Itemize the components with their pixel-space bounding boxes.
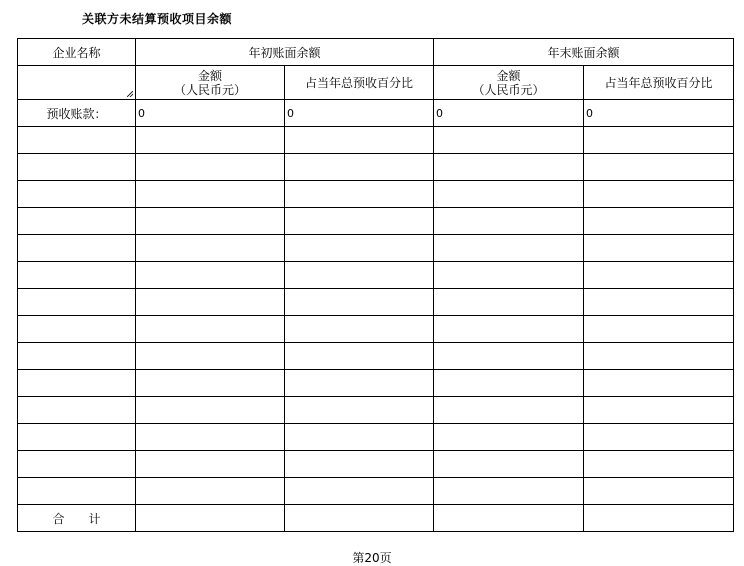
table-row (18, 127, 734, 154)
table-row-total (18, 505, 734, 532)
table-cell[interactable] (434, 505, 584, 532)
table-cell[interactable] (285, 289, 434, 316)
header-closing-balance: 年末账面余额 (434, 39, 734, 66)
header-opening-balance: 年初账面余额 (136, 39, 434, 66)
table-row (18, 316, 734, 343)
table-cell[interactable] (285, 235, 434, 262)
page-number: 第20页 (352, 551, 392, 565)
table-cell[interactable] (136, 316, 285, 343)
table-cell[interactable] (434, 181, 584, 208)
table-row (18, 181, 734, 208)
table-cell[interactable] (18, 424, 136, 451)
table-cell[interactable] (136, 235, 285, 262)
table-cell[interactable] (584, 208, 734, 235)
table-cell[interactable] (584, 370, 734, 397)
table-row (18, 424, 734, 451)
total-label: 合 计 (18, 505, 136, 532)
table-cell[interactable] (285, 262, 434, 289)
table-cell[interactable] (18, 235, 136, 262)
table-cell[interactable] (18, 397, 136, 424)
table-cell[interactable] (136, 451, 285, 478)
table-row (18, 154, 734, 181)
header-opening-amount (136, 66, 285, 100)
table-cell[interactable] (434, 127, 584, 154)
table-cell[interactable] (18, 154, 136, 181)
cell-closing-percent[interactable]: 0 (584, 100, 734, 127)
table-cell[interactable] (285, 154, 434, 181)
resize-grip-icon (127, 91, 133, 97)
table-cell[interactable] (285, 343, 434, 370)
table-row (18, 208, 734, 235)
cell-opening-percent[interactable]: 0 (285, 100, 434, 127)
table-cell[interactable] (136, 370, 285, 397)
table-cell[interactable] (18, 316, 136, 343)
table-cell[interactable] (18, 370, 136, 397)
table-cell[interactable] (136, 505, 285, 532)
table-cell[interactable] (18, 208, 136, 235)
amount-label: 金额 (197, 68, 222, 83)
table-cell[interactable] (18, 127, 136, 154)
table-cell[interactable] (136, 289, 285, 316)
table-cell[interactable] (285, 505, 434, 532)
table-cell[interactable] (584, 235, 734, 262)
table-cell[interactable] (584, 289, 734, 316)
amount-label: 金额 (496, 68, 521, 83)
table-cell[interactable] (18, 343, 136, 370)
table-cell[interactable] (285, 478, 434, 505)
table-cell[interactable] (136, 208, 285, 235)
cell-opening-amount[interactable]: 0 (136, 100, 285, 127)
header-closing-amount (434, 66, 584, 100)
header-row-2 (18, 66, 734, 100)
table-cell[interactable] (136, 181, 285, 208)
table-cell[interactable] (434, 154, 584, 181)
table-cell[interactable] (434, 397, 584, 424)
header-opening-percent: 占当年总预收百分比 (285, 66, 434, 100)
table-cell[interactable] (584, 451, 734, 478)
header-corner-cell (18, 66, 136, 100)
table-cell[interactable] (584, 343, 734, 370)
header-company-name: 企业名称 (18, 39, 136, 66)
table-row-advance-receipts (18, 100, 734, 127)
table-cell[interactable] (584, 181, 734, 208)
header-closing-percent: 占当年总预收百分比 (584, 66, 734, 100)
amount-unit: （人民币元） (472, 82, 545, 97)
table-cell[interactable] (285, 208, 434, 235)
table-cell[interactable] (136, 424, 285, 451)
table-cell[interactable] (434, 208, 584, 235)
table-cell[interactable] (18, 262, 136, 289)
table-cell[interactable] (18, 478, 136, 505)
header-row-1 (18, 39, 734, 66)
table-cell[interactable] (434, 343, 584, 370)
balance-table (17, 38, 734, 532)
table-row (18, 289, 734, 316)
table-cell[interactable] (18, 181, 136, 208)
table-cell[interactable] (434, 370, 584, 397)
table-cell[interactable] (584, 262, 734, 289)
table-row (18, 343, 734, 370)
table-cell[interactable] (285, 181, 434, 208)
table-cell[interactable] (136, 154, 285, 181)
table-cell[interactable] (434, 235, 584, 262)
document-title: 关联方未结算预收项目余额 (82, 12, 233, 26)
table-cell[interactable] (434, 316, 584, 343)
table-cell[interactable] (285, 397, 434, 424)
table-cell[interactable] (584, 505, 734, 532)
table-cell[interactable] (584, 154, 734, 181)
table-cell[interactable] (584, 478, 734, 505)
table-cell[interactable] (18, 289, 136, 316)
table-cell[interactable] (136, 262, 285, 289)
table-cell[interactable] (285, 127, 434, 154)
table-row (18, 370, 734, 397)
table-row (18, 235, 734, 262)
table-cell[interactable] (434, 451, 584, 478)
table-cell[interactable] (136, 397, 285, 424)
cell-closing-amount[interactable]: 0 (434, 100, 584, 127)
table-cell[interactable] (584, 316, 734, 343)
table-cell[interactable] (285, 451, 434, 478)
table-row (18, 397, 734, 424)
table-cell[interactable] (285, 316, 434, 343)
table-cell[interactable] (18, 451, 136, 478)
table-cell[interactable] (434, 262, 584, 289)
amount-unit: （人民币元） (173, 82, 246, 97)
table-cell[interactable] (136, 343, 285, 370)
table-row (18, 478, 734, 505)
table-cell[interactable] (584, 127, 734, 154)
table-cell[interactable] (434, 424, 584, 451)
table-cell[interactable] (584, 424, 734, 451)
table-cell[interactable] (434, 478, 584, 505)
table-cell[interactable] (136, 127, 285, 154)
table-cell[interactable] (584, 397, 734, 424)
table-cell[interactable] (136, 478, 285, 505)
row-label: 预收账款： (18, 100, 136, 127)
table-row (18, 451, 734, 478)
table-cell[interactable] (285, 370, 434, 397)
table-cell[interactable] (285, 424, 434, 451)
table-row (18, 262, 734, 289)
table-cell[interactable] (434, 289, 584, 316)
